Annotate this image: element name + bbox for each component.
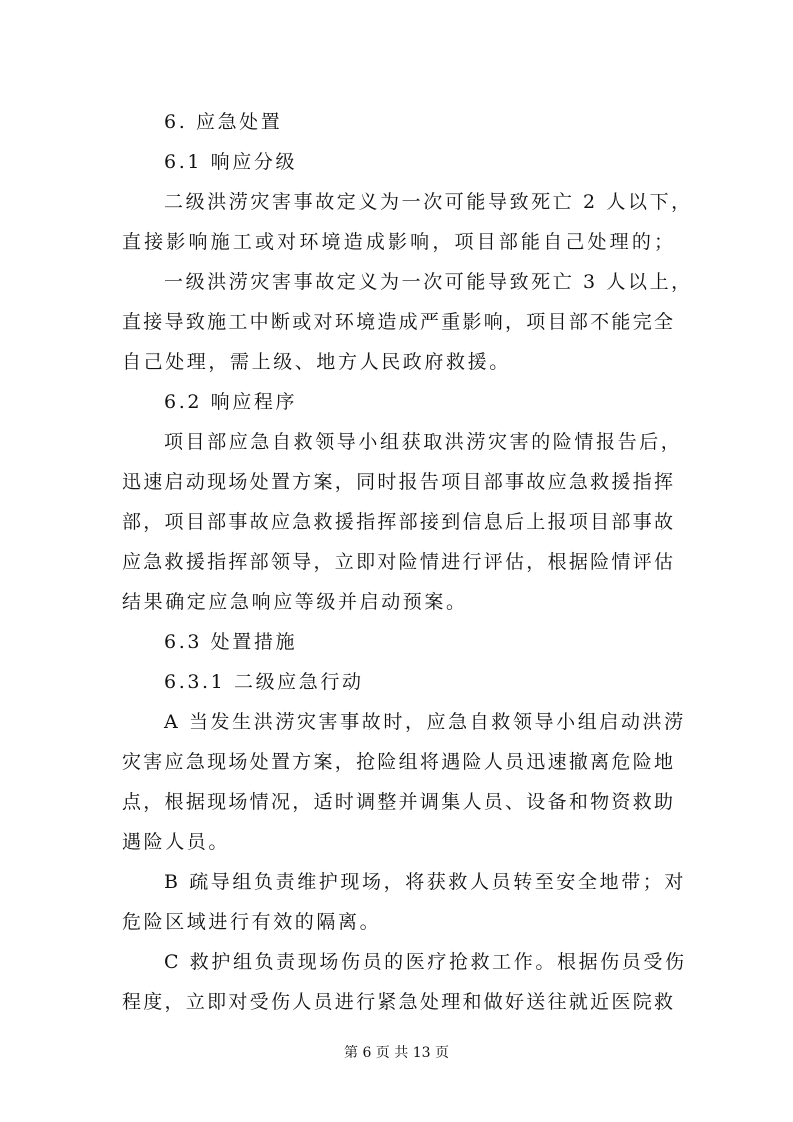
paragraph-line: 结果确定应急响应等级并启动预案。 <box>122 591 468 613</box>
section-heading-6: 6. 应急处置 <box>164 111 283 133</box>
page-number-footer: 第 6 页 共 13 页 <box>344 1045 449 1061</box>
paragraph-line: A 当发生洪涝灾害事故时，应急自救领导小组启动洪涝 <box>164 711 686 733</box>
paragraph-line: C 救护组负责现场伤员的医疗抢救工作。根据伤员受伤 <box>164 951 687 973</box>
subsection-heading-6-2: 6.2 响应程序 <box>164 391 298 413</box>
paragraph-line: 二级洪涝灾害事故定义为一次可能导致死亡 2 人以下， <box>164 191 693 213</box>
paragraph-line: 一级洪涝灾害事故定义为一次可能导致死亡 3 人以上， <box>164 271 693 293</box>
paragraph-line: 灾害应急现场处置方案，抢险组将遇险人员迅速撤离危险地 <box>122 751 673 773</box>
paragraph-line: 项目部应急自救领导小组获取洪涝灾害的险情报告后， <box>164 431 683 453</box>
subsection-heading-6-3: 6.3 处置措施 <box>164 631 298 653</box>
paragraph-line: 遇险人员。 <box>122 831 231 853</box>
paragraph-line: 危险区域进行有效的隔离。 <box>122 911 382 933</box>
paragraph-line: 自己处理，需上级、地方人民政府救援。 <box>122 351 511 373</box>
paragraph-line: 应急救援指挥部领导，立即对险情进行评估，根据险情评估 <box>122 551 673 573</box>
paragraph-line: 迅速启动现场处置方案，同时报告项目部事故应急救援指挥 <box>122 471 673 493</box>
paragraph-line: 直接影响施工或对环境造成影响，项目部能自己处理的； <box>122 231 673 253</box>
paragraph-line: 直接导致施工中断或对环境造成严重影响，项目部不能完全 <box>122 311 673 333</box>
paragraph-line: 点，根据现场情况，适时调整并调集人员、设备和物资救助 <box>122 791 673 813</box>
paragraph-line: 部，项目部事故应急救援指挥部接到信息后上报项目部事故 <box>122 511 673 533</box>
paragraph-line: B 疏导组负责维护现场，将获救人员转至安全地带；对 <box>164 871 687 893</box>
paragraph-line: 程度，立即对受伤人员进行紧急处理和做好送往就近医院救 <box>122 991 673 1013</box>
subsection-heading-6-1: 6.1 响应分级 <box>164 151 298 173</box>
subsection-heading-6-3-1: 6.3.1 二级应急行动 <box>164 671 364 693</box>
